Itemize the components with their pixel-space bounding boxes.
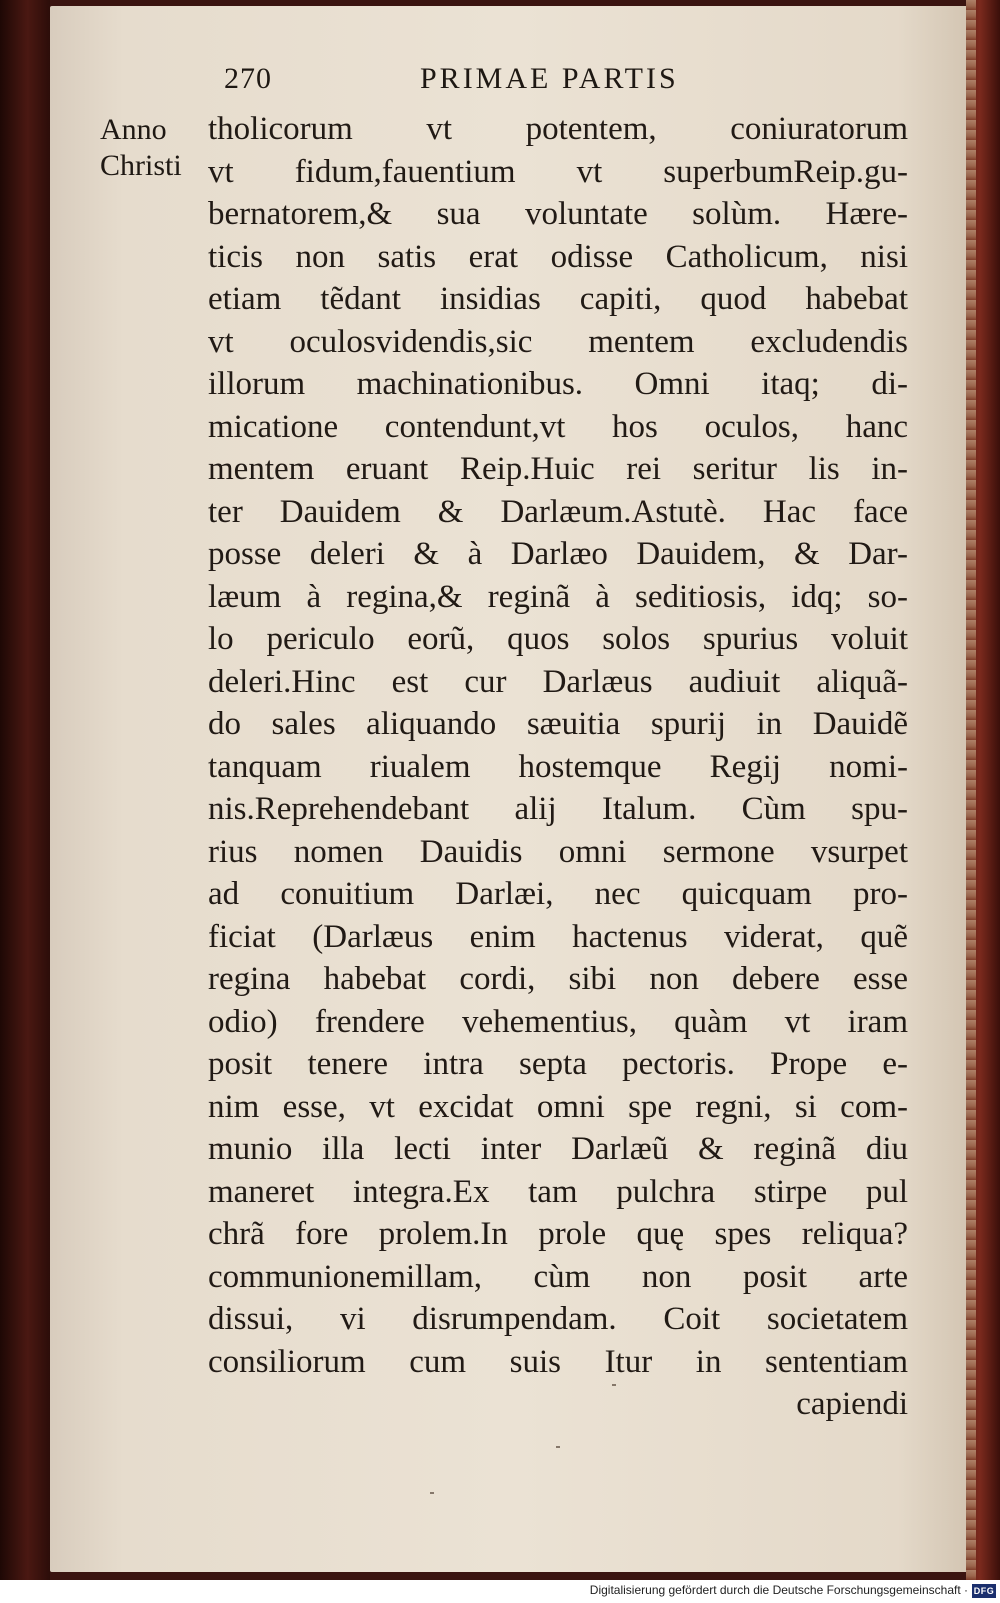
dfg-logo-icon: DFG	[973, 1586, 995, 1596]
text-line: illorum machinationibus. Omni itaq; di-	[208, 366, 908, 402]
text-line: micatione contendunt,vt hos oculos, hanc	[208, 408, 908, 445]
text-line: ter Dauidem & Darlæum.Astutè. Hac face	[208, 493, 908, 530]
text-line: tholicorum vt potentem, coniuratorum	[208, 111, 908, 147]
text-line: rius nomen Dauidis omni sermone vsurpet	[208, 833, 908, 870]
binding-left-edge	[0, 0, 50, 1580]
text-line: posse deleri & à Darlæo Dauidem, & Dar-	[208, 536, 908, 572]
page-header	[224, 62, 784, 102]
marginal-note	[100, 112, 200, 184]
text-line: tanquam riualem hostemque Regij nomi-	[208, 748, 908, 785]
text-line: vt oculosvidendis,sic mentem excludendis	[208, 323, 908, 360]
paper-speck	[556, 1446, 560, 1448]
text-line: munio illa lecti inter Darlæũ & reginã diu	[208, 1131, 908, 1167]
text-line: ticis non satis erat odisse Catholicum, nisi	[208, 238, 908, 275]
text-line: læum à regina,& reginã à seditiosis, idq; so-	[208, 578, 908, 615]
text-line: etiam tẽdant insidias capiti, quod habebat	[208, 281, 908, 317]
paper-speck	[612, 1384, 616, 1386]
main-text-block	[208, 108, 908, 1426]
text-line: ad conuitium Darlæi, nec quicquam pro-	[208, 876, 908, 912]
running-head: PRIMAE PARTIS	[420, 62, 679, 95]
text-line: mentem eruant Reip.Huic rei seritur lis in-	[208, 451, 908, 487]
text-line: regina habebat cordi, sibi non debere esse	[208, 961, 908, 997]
text-line: consiliorum cum suis Itur in sententiam	[208, 1343, 908, 1380]
marginal-note-line-1: Anno	[100, 113, 167, 146]
text-line: dissui, vi disrumpendam. Coit societatem	[208, 1301, 908, 1337]
text-line: odio) frendere vehementius, quàm vt iram	[208, 1003, 908, 1040]
text-line: nim esse, vt excidat omni spe regni, si com-	[208, 1088, 908, 1125]
text-line: maneret integra.Ex tam pulchra stirpe pul	[208, 1173, 908, 1210]
text-line: bernatorem,& sua voluntate solùm. Hære-	[208, 196, 908, 232]
footer-credit: Digitalisierung gefördert durch die Deutsche Forschungsgemeinschaft ·	[589, 1583, 968, 1597]
catchword: capiendi	[796, 1386, 908, 1422]
text-line: vt fidum,fauentium vt superbumReip.gu-	[208, 153, 908, 190]
text-line: nis.Reprehendebant alij Italum. Cùm spu-	[208, 791, 908, 827]
page-edges-stack	[966, 0, 976, 1580]
text-line: communionemillam, cùm non posit arte	[208, 1258, 908, 1295]
text-line: chrã fore prolem.In prole quę spes reliqua?	[208, 1216, 908, 1252]
page-number: 270	[224, 62, 272, 95]
text-line: posit tenere intra septa pectoris. Prope e-	[208, 1046, 908, 1082]
text-line: ficiat (Darlæus enim hactenus viderat, quẽ	[208, 918, 908, 955]
marginal-note-line-2: Christi	[100, 149, 182, 182]
text-line: lo periculo eorũ, quos solos spurius voluit	[208, 621, 908, 657]
text-line: deleri.Hinc est cur Darlæus audiuit aliquã-	[208, 663, 908, 700]
paper-speck	[430, 1492, 434, 1494]
footer-bar	[0, 1580, 1000, 1603]
text-line: do sales aliquando sæuitia spurij in Dauidẽ	[208, 706, 908, 742]
